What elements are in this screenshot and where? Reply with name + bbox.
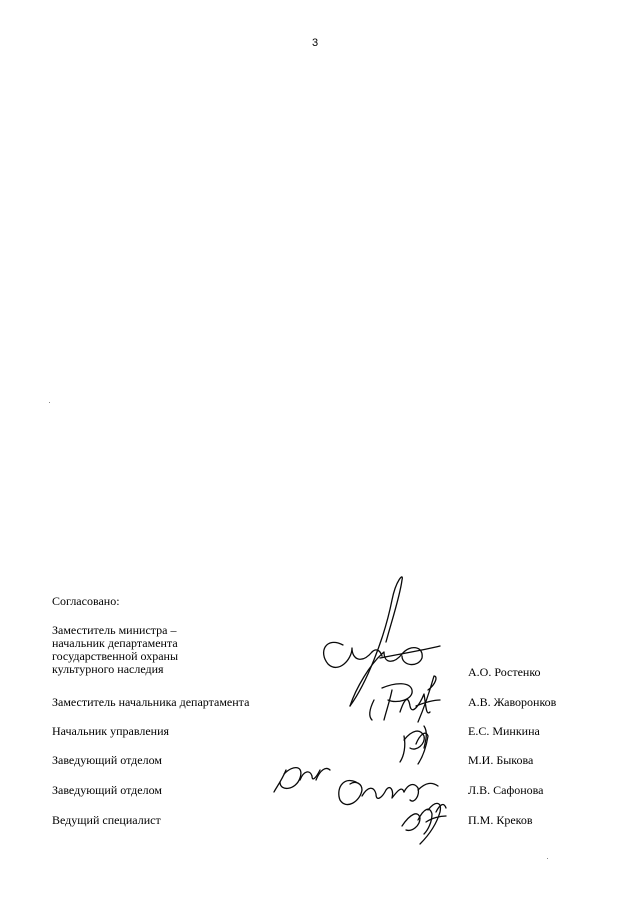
signature-minkina — [400, 726, 428, 764]
signature-bykova — [274, 768, 330, 792]
signature-krekov — [402, 803, 446, 844]
signatory-position: Заместитель начальника департамента — [52, 695, 250, 709]
signatory-position: Заведующий отделом — [52, 783, 162, 797]
signatory-name: А.О. Ростенко — [468, 665, 541, 679]
signatory-name: П.М. Креков — [468, 813, 533, 827]
approval-label: Согласовано: — [52, 594, 120, 608]
page-number: 3 — [311, 37, 319, 49]
signatory-name: Е.С. Минкина — [468, 724, 540, 738]
signatory-name: А.В. Жаворонков — [468, 695, 557, 709]
signatory-position: Начальник управления — [52, 724, 170, 738]
signatory-position: Ведущий специалист — [52, 813, 161, 827]
scan-speck — [547, 858, 548, 859]
signature-safonova — [339, 781, 438, 805]
signatory-position: Заведующий отделом — [52, 753, 162, 767]
signature-zhavoronkov — [370, 676, 440, 722]
signature-rostenko — [324, 577, 440, 706]
signatory-name: Л.В. Сафонова — [468, 783, 544, 797]
scan-speck — [49, 402, 50, 403]
signatory-position: Заместитель министра – начальник департамента государственной охраны культурного наследия — [52, 623, 179, 676]
signatory-name: М.И. Быкова — [468, 753, 534, 767]
